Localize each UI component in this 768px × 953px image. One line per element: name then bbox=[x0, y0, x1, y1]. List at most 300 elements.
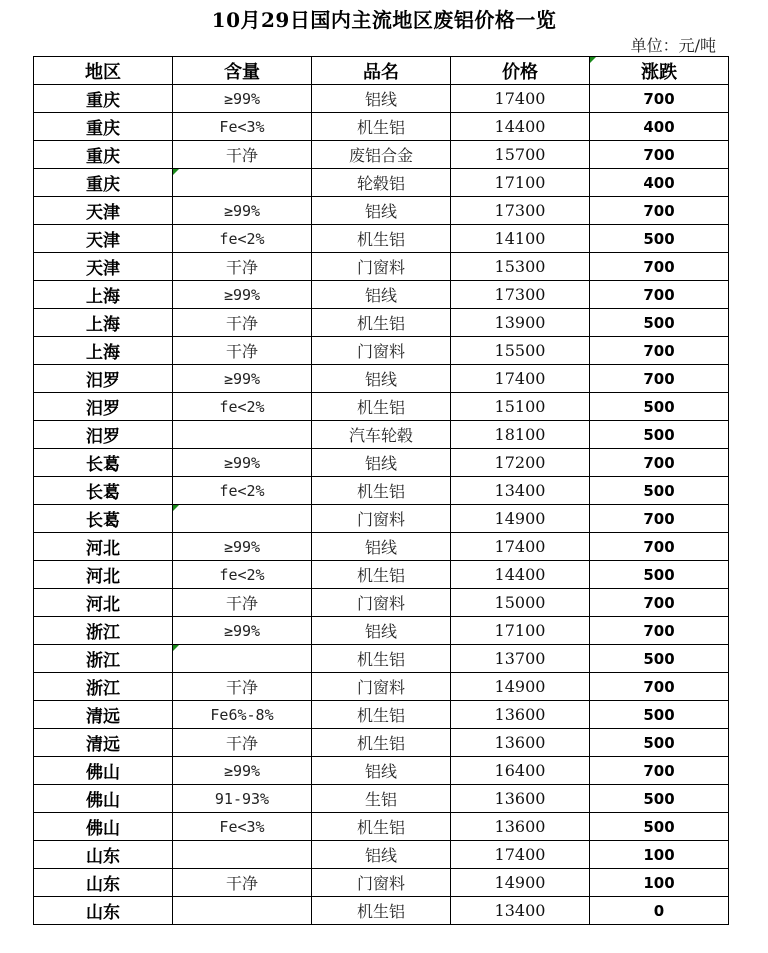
change-cell bbox=[590, 281, 729, 309]
region-cell bbox=[34, 701, 173, 729]
table-row bbox=[34, 449, 729, 477]
product-cell-text: 机生铝 bbox=[356, 818, 405, 837]
price-cell bbox=[451, 169, 590, 197]
price-cell bbox=[451, 729, 590, 757]
price-cell bbox=[451, 533, 590, 561]
header-change bbox=[590, 57, 729, 85]
change-cell-text: 500 bbox=[643, 425, 675, 444]
product-cell bbox=[312, 757, 451, 785]
product-cell-text: 机生铝 bbox=[356, 706, 405, 725]
table-row bbox=[34, 337, 729, 365]
product-cell-text: 机生铝 bbox=[356, 482, 405, 501]
price-cell bbox=[451, 813, 590, 841]
product-cell-text: 废铝合金 bbox=[348, 146, 413, 165]
change-cell-text: 700 bbox=[643, 145, 675, 164]
product-cell bbox=[312, 701, 451, 729]
table-row bbox=[34, 309, 729, 337]
region-cell bbox=[34, 729, 173, 757]
price-cell-text: 14900 bbox=[494, 677, 546, 696]
region-cell-text: 清远 bbox=[86, 707, 120, 727]
table-row bbox=[34, 477, 729, 505]
content-cell-text: fe<2% bbox=[219, 565, 265, 584]
content-cell-text: 干净 bbox=[225, 874, 258, 893]
table-row bbox=[34, 281, 729, 309]
product-cell bbox=[312, 505, 451, 533]
price-cell bbox=[451, 645, 590, 673]
product-cell bbox=[312, 645, 451, 673]
region-cell-text: 上海 bbox=[86, 315, 120, 335]
product-cell bbox=[312, 113, 451, 141]
price-cell bbox=[451, 505, 590, 533]
change-cell-text: 700 bbox=[643, 453, 675, 472]
product-cell-text: 机生铝 bbox=[356, 566, 405, 585]
price-cell-text: 18100 bbox=[494, 425, 546, 444]
product-cell-text: 铝线 bbox=[364, 762, 397, 781]
product-cell-text: 机生铝 bbox=[356, 902, 405, 921]
region-cell-text: 佛山 bbox=[86, 763, 120, 783]
content-cell-text: 干净 bbox=[225, 258, 258, 277]
table-row bbox=[34, 589, 729, 617]
content-cell bbox=[173, 393, 312, 421]
price-cell bbox=[451, 841, 590, 869]
content-cell-text: ≥99% bbox=[223, 285, 261, 304]
price-cell bbox=[451, 449, 590, 477]
product-cell bbox=[312, 589, 451, 617]
region-cell bbox=[34, 281, 173, 309]
region-cell bbox=[34, 141, 173, 169]
change-cell-text: 500 bbox=[643, 789, 675, 808]
product-cell-text: 铝线 bbox=[364, 370, 397, 389]
content-cell-text: 干净 bbox=[225, 146, 258, 165]
product-cell bbox=[312, 449, 451, 477]
product-cell bbox=[312, 477, 451, 505]
product-cell-text: 门窗料 bbox=[356, 342, 405, 361]
content-cell bbox=[173, 533, 312, 561]
product-cell-text: 门窗料 bbox=[356, 874, 405, 893]
change-cell bbox=[590, 393, 729, 421]
change-cell-text: 400 bbox=[643, 117, 675, 136]
region-cell-text: 天津 bbox=[86, 259, 120, 279]
change-cell-text: 700 bbox=[643, 89, 675, 108]
region-cell bbox=[34, 85, 173, 113]
region-cell bbox=[34, 449, 173, 477]
price-cell-text: 13600 bbox=[494, 705, 546, 724]
region-cell-text: 河北 bbox=[86, 539, 120, 559]
region-cell-text: 河北 bbox=[86, 595, 120, 615]
content-cell-text: Fe<3% bbox=[219, 817, 265, 836]
content-cell-text: 干净 bbox=[225, 734, 258, 753]
table-row bbox=[34, 729, 729, 757]
content-cell bbox=[173, 729, 312, 757]
product-cell bbox=[312, 897, 451, 925]
region-cell-text: 汨罗 bbox=[86, 399, 120, 419]
product-cell bbox=[312, 729, 451, 757]
change-cell bbox=[590, 309, 729, 337]
change-cell bbox=[590, 421, 729, 449]
price-cell bbox=[451, 281, 590, 309]
region-cell bbox=[34, 673, 173, 701]
change-cell-text: 700 bbox=[643, 509, 675, 528]
region-cell-text: 重庆 bbox=[86, 91, 120, 111]
change-cell bbox=[590, 141, 729, 169]
price-cell bbox=[451, 393, 590, 421]
region-cell bbox=[34, 561, 173, 589]
table-row bbox=[34, 701, 729, 729]
content-cell-text: 干净 bbox=[225, 342, 258, 361]
change-cell bbox=[590, 477, 729, 505]
region-cell-text: 佛山 bbox=[86, 819, 120, 839]
region-cell-text: 浙江 bbox=[86, 651, 120, 671]
price-cell bbox=[451, 757, 590, 785]
price-cell bbox=[451, 561, 590, 589]
content-cell bbox=[173, 197, 312, 225]
price-cell bbox=[451, 365, 590, 393]
region-cell bbox=[34, 785, 173, 813]
price-cell-text: 15100 bbox=[494, 397, 546, 416]
table-row bbox=[34, 253, 729, 281]
region-cell-text: 重庆 bbox=[86, 175, 120, 195]
region-cell bbox=[34, 477, 173, 505]
table-row bbox=[34, 813, 729, 841]
change-cell-text: 500 bbox=[643, 481, 675, 500]
product-cell-text: 机生铝 bbox=[356, 650, 405, 669]
price-cell-text: 13600 bbox=[494, 789, 546, 808]
price-cell bbox=[451, 309, 590, 337]
product-cell bbox=[312, 785, 451, 813]
change-cell bbox=[590, 169, 729, 197]
product-cell bbox=[312, 533, 451, 561]
product-cell-text: 汽车轮毂 bbox=[348, 426, 413, 445]
price-cell bbox=[451, 785, 590, 813]
product-cell-text: 铝线 bbox=[364, 286, 397, 305]
table-row bbox=[34, 561, 729, 589]
price-cell-text: 17200 bbox=[494, 453, 546, 472]
product-cell-text: 门窗料 bbox=[356, 510, 405, 529]
change-cell-text: 0 bbox=[653, 901, 665, 920]
region-cell bbox=[34, 841, 173, 869]
product-cell bbox=[312, 337, 451, 365]
content-cell bbox=[173, 281, 312, 309]
product-cell bbox=[312, 169, 451, 197]
change-cell-text: 700 bbox=[643, 537, 675, 556]
price-cell-text: 13400 bbox=[494, 901, 546, 920]
change-cell bbox=[590, 197, 729, 225]
change-cell bbox=[590, 813, 729, 841]
header-product: 品名 bbox=[312, 57, 451, 85]
region-cell bbox=[34, 337, 173, 365]
change-cell bbox=[590, 225, 729, 253]
price-cell bbox=[451, 85, 590, 113]
product-cell bbox=[312, 253, 451, 281]
price-cell-text: 15700 bbox=[494, 145, 546, 164]
content-cell bbox=[173, 869, 312, 897]
product-cell-text: 门窗料 bbox=[356, 594, 405, 613]
price-cell-text: 17300 bbox=[494, 201, 546, 220]
change-cell-text: 500 bbox=[643, 565, 675, 584]
change-cell bbox=[590, 533, 729, 561]
table-row bbox=[34, 841, 729, 869]
price-cell-text: 15000 bbox=[494, 593, 546, 612]
change-cell bbox=[590, 757, 729, 785]
price-cell-text: 17400 bbox=[494, 89, 546, 108]
change-cell bbox=[590, 337, 729, 365]
price-cell-text: 14900 bbox=[494, 873, 546, 892]
product-cell bbox=[312, 141, 451, 169]
content-cell bbox=[173, 813, 312, 841]
content-cell bbox=[173, 309, 312, 337]
price-cell-text: 13900 bbox=[494, 313, 546, 332]
region-cell-text: 天津 bbox=[86, 231, 120, 251]
change-cell bbox=[590, 729, 729, 757]
content-cell-text: ≥99% bbox=[223, 621, 261, 640]
header-change-label: 涨跌 bbox=[641, 61, 677, 83]
change-cell-text: 500 bbox=[643, 705, 675, 724]
product-cell-text: 铝线 bbox=[364, 202, 397, 221]
content-cell bbox=[173, 701, 312, 729]
change-cell bbox=[590, 645, 729, 673]
region-cell bbox=[34, 757, 173, 785]
change-cell bbox=[590, 701, 729, 729]
content-cell-text: ≥99% bbox=[223, 537, 261, 556]
content-cell bbox=[173, 253, 312, 281]
change-cell bbox=[590, 673, 729, 701]
region-cell bbox=[34, 869, 173, 897]
change-cell bbox=[590, 869, 729, 897]
product-cell bbox=[312, 365, 451, 393]
change-cell-text: 500 bbox=[643, 229, 675, 248]
price-cell bbox=[451, 897, 590, 925]
change-cell bbox=[590, 85, 729, 113]
region-cell bbox=[34, 645, 173, 673]
product-cell-text: 门窗料 bbox=[356, 678, 405, 697]
table-row bbox=[34, 645, 729, 673]
product-cell bbox=[312, 869, 451, 897]
price-cell bbox=[451, 673, 590, 701]
product-cell bbox=[312, 281, 451, 309]
price-cell-text: 17400 bbox=[494, 369, 546, 388]
table-row bbox=[34, 113, 729, 141]
region-cell bbox=[34, 897, 173, 925]
region-cell-text: 浙江 bbox=[86, 623, 120, 643]
region-cell bbox=[34, 393, 173, 421]
region-cell bbox=[34, 421, 173, 449]
content-cell-text: 干净 bbox=[225, 594, 258, 613]
price-cell bbox=[451, 421, 590, 449]
content-cell bbox=[173, 113, 312, 141]
region-cell bbox=[34, 309, 173, 337]
product-cell bbox=[312, 309, 451, 337]
price-cell-text: 14900 bbox=[494, 509, 546, 528]
region-cell-text: 清远 bbox=[86, 735, 120, 755]
price-cell bbox=[451, 253, 590, 281]
content-cell bbox=[173, 589, 312, 617]
region-cell bbox=[34, 365, 173, 393]
product-cell bbox=[312, 813, 451, 841]
table-row bbox=[34, 365, 729, 393]
price-cell bbox=[451, 337, 590, 365]
comment-marker-icon bbox=[173, 505, 179, 511]
content-cell-text: ≥99% bbox=[223, 201, 261, 220]
content-cell bbox=[173, 673, 312, 701]
change-cell-text: 700 bbox=[643, 257, 675, 276]
price-cell-text: 15500 bbox=[494, 341, 546, 360]
comment-marker-icon bbox=[590, 57, 596, 63]
content-cell-text: ≥99% bbox=[223, 761, 261, 780]
region-cell-text: 长葛 bbox=[86, 455, 120, 475]
change-cell bbox=[590, 449, 729, 477]
change-cell bbox=[590, 505, 729, 533]
change-cell-text: 700 bbox=[643, 201, 675, 220]
price-cell bbox=[451, 225, 590, 253]
content-cell bbox=[173, 757, 312, 785]
product-cell bbox=[312, 673, 451, 701]
price-cell bbox=[451, 197, 590, 225]
product-cell-text: 机生铝 bbox=[356, 734, 405, 753]
change-cell-text: 500 bbox=[643, 397, 675, 416]
table-row bbox=[34, 421, 729, 449]
change-cell-text: 700 bbox=[643, 593, 675, 612]
change-cell-text: 500 bbox=[643, 817, 675, 836]
region-cell-text: 长葛 bbox=[86, 511, 120, 531]
region-cell-text: 山东 bbox=[86, 903, 120, 923]
region-cell-text: 上海 bbox=[86, 343, 120, 363]
change-cell-text: 700 bbox=[643, 285, 675, 304]
product-cell-text: 机生铝 bbox=[356, 314, 405, 333]
table-row bbox=[34, 673, 729, 701]
change-cell-text: 100 bbox=[643, 873, 675, 892]
change-cell bbox=[590, 113, 729, 141]
product-cell-text: 机生铝 bbox=[356, 230, 405, 249]
price-cell-text: 13400 bbox=[494, 481, 546, 500]
price-cell bbox=[451, 869, 590, 897]
content-cell bbox=[173, 169, 312, 197]
region-cell-text: 天津 bbox=[86, 203, 120, 223]
region-cell-text: 重庆 bbox=[86, 119, 120, 139]
region-cell-text: 佛山 bbox=[86, 791, 120, 811]
content-cell-text: ≥99% bbox=[223, 369, 261, 388]
product-cell-text: 门窗料 bbox=[356, 258, 405, 277]
product-cell bbox=[312, 561, 451, 589]
content-cell bbox=[173, 477, 312, 505]
price-cell-text: 14400 bbox=[494, 117, 546, 136]
price-cell-text: 14400 bbox=[494, 565, 546, 584]
header-content: 含量 bbox=[173, 57, 312, 85]
region-cell-text: 山东 bbox=[86, 847, 120, 867]
region-cell bbox=[34, 197, 173, 225]
price-cell bbox=[451, 113, 590, 141]
header-price: 价格 bbox=[451, 57, 590, 85]
region-cell-text: 浙江 bbox=[86, 679, 120, 699]
product-cell bbox=[312, 393, 451, 421]
change-cell bbox=[590, 785, 729, 813]
change-cell bbox=[590, 617, 729, 645]
product-cell-text: 机生铝 bbox=[356, 398, 405, 417]
product-cell bbox=[312, 421, 451, 449]
price-cell-text: 14100 bbox=[494, 229, 546, 248]
content-cell-text: Fe6%-8% bbox=[210, 705, 274, 724]
price-cell-text: 13600 bbox=[494, 817, 546, 836]
region-cell-text: 山东 bbox=[86, 875, 120, 895]
region-cell bbox=[34, 505, 173, 533]
change-cell bbox=[590, 897, 729, 925]
change-cell bbox=[590, 561, 729, 589]
price-cell bbox=[451, 141, 590, 169]
header-region: 地区 bbox=[34, 57, 173, 85]
comment-marker-icon bbox=[173, 645, 179, 651]
table-row bbox=[34, 757, 729, 785]
region-cell bbox=[34, 813, 173, 841]
content-cell-text: 91-93% bbox=[214, 789, 270, 808]
content-cell bbox=[173, 337, 312, 365]
region-cell-text: 汨罗 bbox=[86, 427, 120, 447]
change-cell-text: 700 bbox=[643, 677, 675, 696]
table-row bbox=[34, 393, 729, 421]
price-cell-text: 17100 bbox=[494, 621, 546, 640]
change-cell bbox=[590, 365, 729, 393]
table-header-row bbox=[34, 57, 729, 85]
content-cell-text: Fe<3% bbox=[219, 117, 265, 136]
content-cell bbox=[173, 85, 312, 113]
content-cell bbox=[173, 225, 312, 253]
content-cell bbox=[173, 897, 312, 925]
product-cell-text: 机生铝 bbox=[356, 118, 405, 137]
region-cell bbox=[34, 617, 173, 645]
region-cell bbox=[34, 533, 173, 561]
change-cell bbox=[590, 841, 729, 869]
region-cell bbox=[34, 113, 173, 141]
price-cell bbox=[451, 589, 590, 617]
table-row bbox=[34, 897, 729, 925]
content-cell-text: fe<2% bbox=[219, 481, 265, 500]
change-cell bbox=[590, 589, 729, 617]
content-cell bbox=[173, 505, 312, 533]
price-cell-text: 13600 bbox=[494, 733, 546, 752]
change-cell-text: 700 bbox=[643, 621, 675, 640]
price-cell-text: 17400 bbox=[494, 845, 546, 864]
product-cell bbox=[312, 225, 451, 253]
change-cell-text: 500 bbox=[643, 313, 675, 332]
region-cell bbox=[34, 253, 173, 281]
change-cell-text: 700 bbox=[643, 369, 675, 388]
content-cell bbox=[173, 421, 312, 449]
content-cell-text: 干净 bbox=[225, 678, 258, 697]
price-cell-text: 17400 bbox=[494, 537, 546, 556]
change-cell-text: 400 bbox=[643, 173, 675, 192]
table-row bbox=[34, 141, 729, 169]
product-cell-text: 铝线 bbox=[364, 90, 397, 109]
content-cell bbox=[173, 141, 312, 169]
content-cell bbox=[173, 449, 312, 477]
page-title: 10月29日国内主流地区废铝价格一览 bbox=[211, 8, 557, 32]
table-row bbox=[34, 197, 729, 225]
content-cell bbox=[173, 785, 312, 813]
content-cell bbox=[173, 841, 312, 869]
content-cell-text: ≥99% bbox=[223, 453, 261, 472]
price-table bbox=[33, 56, 729, 925]
content-cell-text: ≥99% bbox=[223, 89, 261, 108]
content-cell bbox=[173, 561, 312, 589]
comment-marker-icon bbox=[173, 169, 179, 175]
change-cell-text: 100 bbox=[643, 845, 675, 864]
table-row bbox=[34, 533, 729, 561]
table-row bbox=[34, 169, 729, 197]
product-cell-text: 铝线 bbox=[364, 454, 397, 473]
region-cell bbox=[34, 589, 173, 617]
price-cell-text: 17300 bbox=[494, 285, 546, 304]
table-row bbox=[34, 225, 729, 253]
region-cell bbox=[34, 225, 173, 253]
price-cell-text: 17100 bbox=[494, 173, 546, 192]
